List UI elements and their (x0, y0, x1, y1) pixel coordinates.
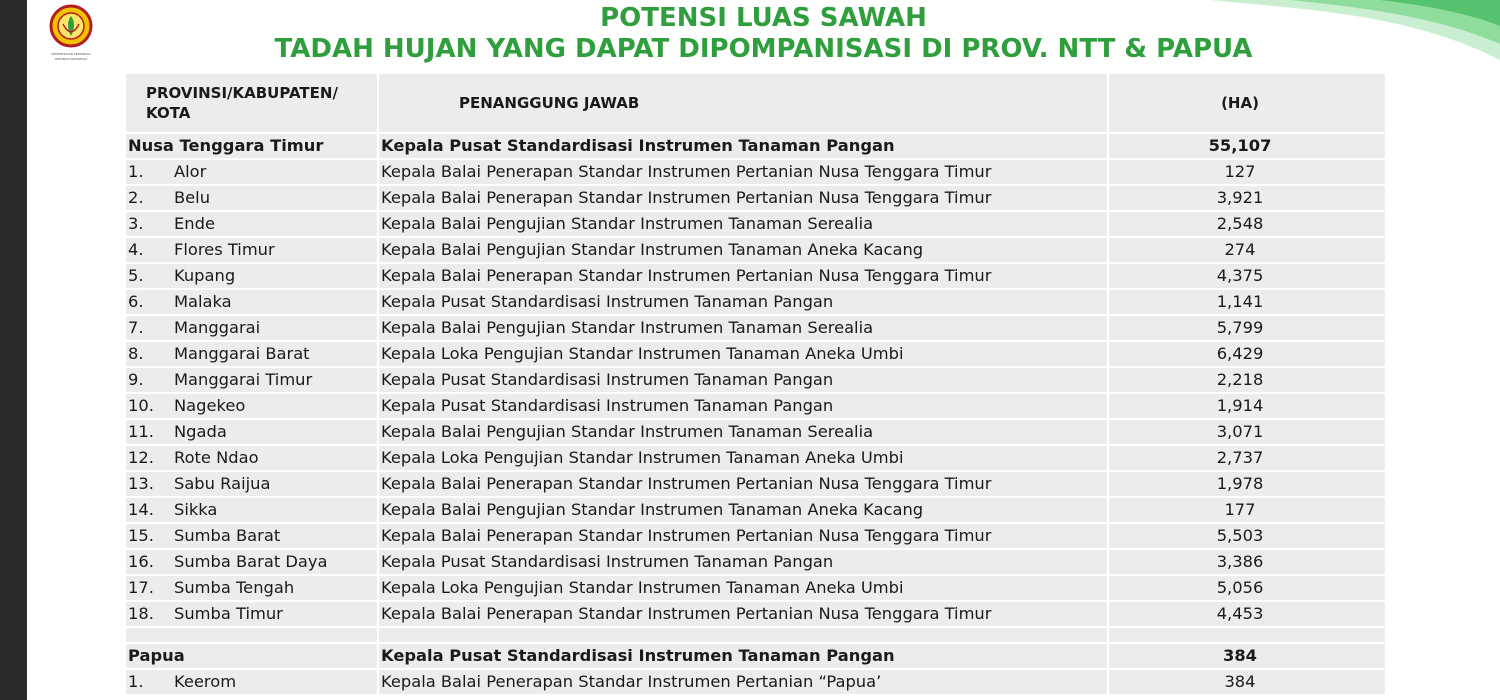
row-number: 8. (128, 344, 144, 363)
row-number: 15. (128, 526, 154, 545)
row-number: 3. (128, 214, 144, 233)
area-cell: 177 (1109, 498, 1387, 524)
region-name: Flores Timur (174, 240, 275, 259)
table-row (126, 186, 1387, 212)
table-row (126, 550, 1387, 576)
region-cell (126, 670, 379, 696)
table-header-row (126, 74, 1387, 134)
responsible-cell: Kepala Balai Pengujian Standar Instrumen Tanaman Aneka Kacang (379, 498, 1109, 524)
province-row-papua (126, 644, 1387, 670)
data-table (126, 74, 1387, 696)
row-number: 12. (128, 448, 154, 467)
area-cell: 3,071 (1109, 420, 1387, 446)
province-responsible: Kepala Pusat Standardisasi Instrumen Tanaman Pangan (379, 644, 1109, 670)
responsible-cell: Kepala Balai Pengujian Standar Instrumen Tanaman Serealia (379, 420, 1109, 446)
row-number: 14. (128, 500, 154, 519)
logo-caption: KEMENTERIAN PERTANIAN (51, 52, 91, 56)
responsible-cell: Kepala Balai Penerapan Standar Instrumen Pertanian Nusa Tenggara Timur (379, 160, 1109, 186)
row-number: 18. (128, 604, 154, 623)
area-cell: 2,737 (1109, 446, 1387, 472)
responsible-cell: Kepala Pusat Standardisasi Instrumen Tanaman Pangan (379, 290, 1109, 316)
table-row (126, 160, 1387, 186)
area-cell: 384 (1109, 670, 1387, 696)
responsible-cell: Kepala Balai Pengujian Standar Instrumen Tanaman Serealia (379, 212, 1109, 238)
region-name: Alor (174, 162, 207, 181)
region-cell (126, 394, 379, 420)
responsible-cell: Kepala Balai Penerapan Standar Instrumen Pertanian Nusa Tenggara Timur (379, 602, 1109, 628)
row-number: 13. (128, 474, 154, 493)
area-cell: 2,218 (1109, 368, 1387, 394)
responsible-cell: Kepala Pusat Standardisasi Instrumen Tanaman Pangan (379, 394, 1109, 420)
region-cell (126, 264, 379, 290)
table-row (126, 602, 1387, 628)
row-number: 6. (128, 292, 144, 311)
table-row (126, 472, 1387, 498)
table-row (126, 290, 1387, 316)
responsible-cell: Kepala Loka Pengujian Standar Instrumen Tanaman Aneka Umbi (379, 342, 1109, 368)
row-number: 4. (128, 240, 144, 259)
area-cell: 5,799 (1109, 316, 1387, 342)
area-cell: 5,056 (1109, 576, 1387, 602)
region-cell (126, 472, 379, 498)
row-number: 2. (128, 188, 144, 207)
table-row (126, 238, 1387, 264)
responsible-cell: Kepala Loka Pengujian Standar Instrumen Tanaman Aneka Umbi (379, 446, 1109, 472)
table-row (126, 264, 1387, 290)
table-row (126, 394, 1387, 420)
row-number: 11. (128, 422, 154, 441)
region-cell (126, 290, 379, 316)
area-cell: 5,503 (1109, 524, 1387, 550)
province-area: 384 (1109, 644, 1387, 670)
province-row-ntt (126, 134, 1387, 160)
region-cell (126, 576, 379, 602)
region-name: Sumba Tengah (174, 578, 295, 597)
region-name: Sumba Timur (174, 604, 283, 623)
row-number: 7. (128, 318, 144, 337)
area-cell: 4,453 (1109, 602, 1387, 628)
spacer-row (126, 628, 1387, 644)
responsible-cell: Kepala Balai Penerapan Standar Instrumen Pertanian Nusa Tenggara Timur (379, 264, 1109, 290)
area-cell: 3,386 (1109, 550, 1387, 576)
region-name: Sikka (174, 500, 218, 519)
table-row (126, 212, 1387, 238)
table-row (126, 670, 1387, 696)
province-name: Papua (126, 644, 379, 670)
region-name: Nagekeo (174, 396, 246, 415)
region-name: Malaka (174, 292, 232, 311)
province-name: Nusa Tenggara Timur (126, 134, 379, 160)
region-name: Belu (174, 188, 211, 207)
region-name: Manggarai (174, 318, 261, 337)
province-area: 55,107 (1109, 134, 1387, 160)
area-cell: 4,375 (1109, 264, 1387, 290)
table-row (126, 420, 1387, 446)
region-name: Rote Ndao (174, 448, 259, 467)
area-cell: 1,141 (1109, 290, 1387, 316)
row-number: 16. (128, 552, 154, 571)
region-cell (126, 524, 379, 550)
page-subtitle: TADAH HUJAN YANG DAPAT DIPOMPANISASI DI PROV. NTT & PAPUA (274, 34, 1253, 64)
header-area: (HA) (1109, 74, 1387, 134)
region-cell (126, 550, 379, 576)
table-row (126, 342, 1387, 368)
responsible-cell: Kepala Balai Pengujian Standar Instrumen Tanaman Aneka Kacang (379, 238, 1109, 264)
row-number: 1. (128, 672, 144, 691)
area-cell: 1,914 (1109, 394, 1387, 420)
table-row (126, 446, 1387, 472)
area-cell: 6,429 (1109, 342, 1387, 368)
responsible-cell: Kepala Balai Penerapan Standar Instrumen Pertanian Nusa Tenggara Timur (379, 472, 1109, 498)
logo-caption-sub: REPUBLIK INDONESIA (54, 57, 88, 61)
region-cell (126, 498, 379, 524)
responsible-cell: Kepala Loka Pengujian Standar Instrumen Tanaman Aneka Umbi (379, 576, 1109, 602)
responsible-cell: Kepala Balai Penerapan Standar Instrumen Pertanian “Papua’ (379, 670, 1109, 696)
responsible-cell: Kepala Pusat Standardisasi Instrumen Tanaman Pangan (379, 368, 1109, 394)
responsible-cell: Kepala Balai Penerapan Standar Instrumen Pertanian Nusa Tenggara Timur (379, 524, 1109, 550)
region-name: Sumba Barat (174, 526, 281, 545)
table-row (126, 316, 1387, 342)
row-number: 1. (128, 162, 144, 181)
table-row (126, 368, 1387, 394)
region-name: Ende (174, 214, 215, 233)
region-cell (126, 160, 379, 186)
region-name: Manggarai Barat (174, 344, 310, 363)
area-cell: 274 (1109, 238, 1387, 264)
row-number: 9. (128, 370, 144, 389)
table-row (126, 524, 1387, 550)
region-cell (126, 342, 379, 368)
region-cell (126, 316, 379, 342)
header-responsible: PENANGGUNG JAWAB (379, 74, 1109, 134)
region-cell (126, 186, 379, 212)
area-cell: 3,921 (1109, 186, 1387, 212)
responsible-cell: Kepala Balai Penerapan Standar Instrumen Pertanian Nusa Tenggara Timur (379, 186, 1109, 212)
responsible-cell: Kepala Pusat Standardisasi Instrumen Tanaman Pangan (379, 550, 1109, 576)
region-cell (126, 368, 379, 394)
province-responsible: Kepala Pusat Standardisasi Instrumen Tanaman Pangan (379, 134, 1109, 160)
row-number: 5. (128, 266, 144, 285)
responsible-cell: Kepala Balai Pengujian Standar Instrumen Tanaman Serealia (379, 316, 1109, 342)
header-region: PROVINSI/KABUPATEN/ KOTA (126, 74, 379, 134)
area-cell: 1,978 (1109, 472, 1387, 498)
row-number: 10. (128, 396, 154, 415)
slide (27, 0, 1500, 700)
row-number: 17. (128, 578, 154, 597)
page-title: POTENSI LUAS SAWAH (600, 3, 927, 33)
region-cell (126, 602, 379, 628)
region-cell (126, 446, 379, 472)
region-name: Keerom (174, 672, 237, 691)
area-cell: 2,548 (1109, 212, 1387, 238)
region-name: Kupang (174, 266, 236, 285)
region-name: Sabu Raijua (174, 474, 271, 493)
table-row (126, 498, 1387, 524)
region-cell (126, 212, 379, 238)
region-name: Sumba Barat Daya (174, 552, 328, 571)
region-cell (126, 420, 379, 446)
region-name: Manggarai Timur (174, 370, 313, 389)
region-cell (126, 238, 379, 264)
region-name: Ngada (174, 422, 227, 441)
table-row (126, 576, 1387, 602)
area-cell: 127 (1109, 160, 1387, 186)
